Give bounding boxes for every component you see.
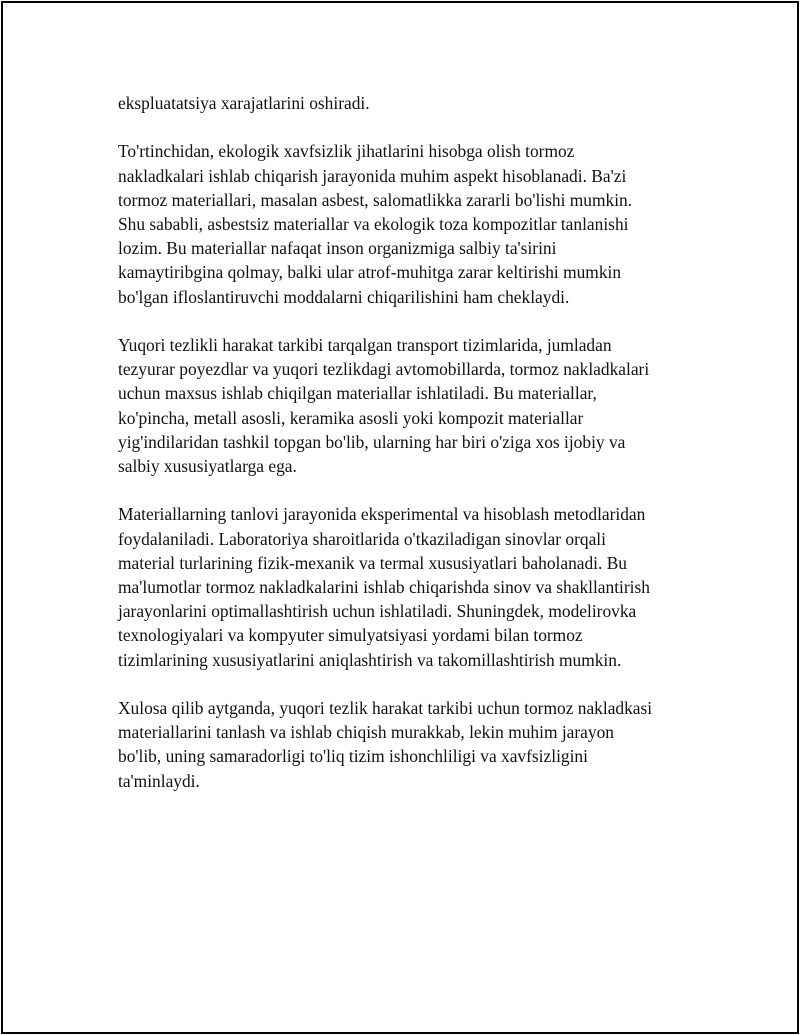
document-body (118, 91, 688, 817)
paragraph-material-selection: Materiallarning tanlovi jarayonida eksperimental va hisoblash metodlaridan foydalaniladi. Laboratoriya sharoitlarida o'tkaziladigan sinovlar orqali material turlarining fizik-mexanik va termal xususiyatlari baholanadi. Bu ma'lumotlar tormoz nakladkalarini ishlab chiqarishda sinov va shakllantirish jarayonlarini optimallashtirish uchun ishlatiladi. Shuningdek, modelirovka texnologiyalari va kompyuter simulyatsiyasi yordami bilan tormoz tizimlarining xususiyatlarini aniqlashtirish va takomillashtirish mumkin. (118, 504, 650, 670)
paragraph-conclusion: Xulosa qilib aytganda, yuqori tezlik harakat tarkibi uchun tormoz nakladkasi materiallarini tanlash va ishlab chiqish murakkab, lekin muhim jarayon bo'lib, uning samaradorligi to'liq tizim ishonchliligi va xavfsizligini ta'minlaydi. (118, 698, 653, 791)
paragraph-high-speed-transport: Yuqori tezlikli harakat tarkibi tarqalgan transport tizimlarida, jumladan tezyurar poyezdlar va yuqori tezlikdagi avtomobillarda, tormoz nakladkalari uchun maxsus ishlab chiqilgan materiallar ishlatiladi. Bu materiallar, ko'pincha, metall asosli, keramika asosli yoki kompozit materiallar yig'indilaridan tashkil topgan bo'lib, ularning har biri o'ziga xos ijobiy va salbiy xususiyatlarga ega. (118, 335, 650, 477)
paragraph-ecological-safety: To'rtinchidan, ekologik xavfsizlik jihatlarini hisobga olish tormoz nakladkalari ishlab chiqarish jarayonida muhim aspekt hisoblanadi. Ba'zi tormoz materiallari, masalan asbest, salomatlikka zararli bo'lishi mumkin. Shu sababli, asbestsiz materiallar va ekologik toza kompozitlar tanlanishi lozim. Bu materiallar nafaqat inson organizmiga salbiy ta'sirini kamaytiribgina qolmay, balki ular atrof-muhitga zarar keltirishi mumkin bo'lgan ifloslantiruvchi moddalarni chiqarilishini ham cheklaydi. (118, 141, 633, 307)
paragraph-intro-fragment: ekspluatatsiya xarajatlarini oshiradi. (118, 93, 370, 113)
